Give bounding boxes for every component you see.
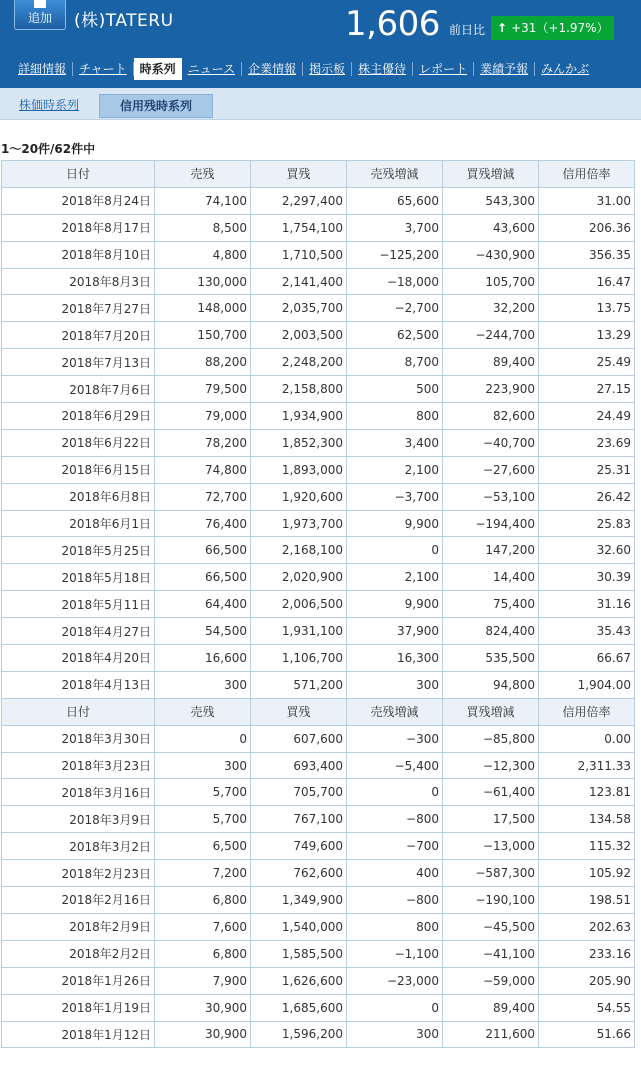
nav-shareholder-benefits[interactable]: 株主優待 [352, 62, 413, 76]
table-row [2, 241, 635, 268]
table-row [2, 349, 635, 376]
table-cell: 3,400 [347, 429, 443, 456]
table-cell: 400 [347, 860, 443, 887]
table-cell: −700 [347, 833, 443, 860]
result-count: 1〜20件/62件中 [1, 142, 96, 156]
table-cell: 5,700 [155, 779, 251, 806]
table-cell: 89,400 [443, 994, 539, 1021]
table-cell: 2018年3月16日 [2, 779, 155, 806]
table-row [2, 187, 635, 214]
table-cell: −45,500 [443, 913, 539, 940]
table-cell: 1,931,100 [251, 618, 347, 645]
table-cell: −12,300 [443, 752, 539, 779]
table-cell: 54.55 [539, 994, 635, 1021]
table-cell: 2,248,200 [251, 349, 347, 376]
table-cell: 2018年3月30日 [2, 725, 155, 752]
table-row [2, 887, 635, 914]
table-cell: 62,500 [347, 322, 443, 349]
table-cell: 32.60 [539, 537, 635, 564]
table-cell: 607,600 [251, 725, 347, 752]
table-cell: 205.90 [539, 967, 635, 994]
table-cell: 123.81 [539, 779, 635, 806]
table-cell: −27,600 [443, 456, 539, 483]
table-cell: 9,900 [347, 591, 443, 618]
table-cell: 800 [347, 403, 443, 430]
table-cell: 535,500 [443, 645, 539, 672]
table-cell: 356.35 [539, 241, 635, 268]
table-cell: 2018年4月27日 [2, 618, 155, 645]
table-cell: 2018年6月29日 [2, 403, 155, 430]
table-cell: 9,900 [347, 510, 443, 537]
table-cell: 64,400 [155, 591, 251, 618]
table-cell: 2,311.33 [539, 752, 635, 779]
table-cell: −1,100 [347, 940, 443, 967]
table-cell: 74,100 [155, 187, 251, 214]
table-cell: 2018年2月23日 [2, 860, 155, 887]
table-cell: 2018年4月13日 [2, 671, 155, 698]
table-cell: 66,500 [155, 564, 251, 591]
table-cell: 2018年3月9日 [2, 806, 155, 833]
table-cell: 2,100 [347, 456, 443, 483]
column-header: 売残 [155, 161, 251, 188]
table-cell: 2018年6月8日 [2, 483, 155, 510]
table-row [2, 295, 635, 322]
table-cell: 26.42 [539, 483, 635, 510]
table-row [2, 403, 635, 430]
table-cell: 2018年2月2日 [2, 940, 155, 967]
table-cell: 32,200 [443, 295, 539, 322]
table-header-row [2, 161, 635, 188]
stock-price: 1,606 [345, 4, 440, 44]
table-cell: −85,800 [443, 725, 539, 752]
table-row [2, 564, 635, 591]
table-cell: 150,700 [155, 322, 251, 349]
table-cell: 25.83 [539, 510, 635, 537]
table-cell: 2,035,700 [251, 295, 347, 322]
table-cell: 148,000 [155, 295, 251, 322]
table-cell: 74,800 [155, 456, 251, 483]
table-cell: 2018年7月13日 [2, 349, 155, 376]
table-cell: 2,100 [347, 564, 443, 591]
table-cell: −430,900 [443, 241, 539, 268]
table-cell: 16,600 [155, 645, 251, 672]
table-cell: 1,540,000 [251, 913, 347, 940]
table-cell: 1,106,700 [251, 645, 347, 672]
table-cell: 2018年7月6日 [2, 376, 155, 403]
table-cell: 2018年8月10日 [2, 241, 155, 268]
column-header: 売残増減 [347, 698, 443, 725]
table-cell: 25.31 [539, 456, 635, 483]
margin-table [1, 160, 635, 1048]
table-cell: −13,000 [443, 833, 539, 860]
table-row [2, 376, 635, 403]
nav-board[interactable]: 掲示板 [303, 62, 352, 76]
table-cell: 211,600 [443, 1021, 539, 1048]
table-cell: −125,200 [347, 241, 443, 268]
table-cell: 2018年1月19日 [2, 994, 155, 1021]
nav-timeseries[interactable]: 時系列 [134, 58, 182, 80]
table-row [2, 618, 635, 645]
table-cell: 134.58 [539, 806, 635, 833]
table-row [2, 779, 635, 806]
main-nav [12, 58, 595, 80]
table-row [2, 214, 635, 241]
table-cell: 23.69 [539, 429, 635, 456]
table-row [2, 967, 635, 994]
table-row [2, 1021, 635, 1048]
table-row [2, 645, 635, 672]
table-cell: 233.16 [539, 940, 635, 967]
table-row [2, 806, 635, 833]
table-cell: −190,100 [443, 887, 539, 914]
nav-earnings-forecast[interactable]: 業績予報 [474, 62, 535, 76]
column-header: 買残増減 [443, 698, 539, 725]
table-row [2, 322, 635, 349]
table-cell: 75,400 [443, 591, 539, 618]
table-cell: 2018年5月11日 [2, 591, 155, 618]
table-cell: 51.66 [539, 1021, 635, 1048]
table-cell: 300 [347, 671, 443, 698]
table-cell: 300 [347, 1021, 443, 1048]
table-cell: 2,020,900 [251, 564, 347, 591]
table-cell: 749,600 [251, 833, 347, 860]
table-cell: 66,500 [155, 537, 251, 564]
table-cell: 79,000 [155, 403, 251, 430]
table-cell: 105.92 [539, 860, 635, 887]
column-header: 買残増減 [443, 161, 539, 188]
table-cell: 76,400 [155, 510, 251, 537]
table-cell: 88,200 [155, 349, 251, 376]
table-cell: 2018年7月27日 [2, 295, 155, 322]
table-cell: 105,700 [443, 268, 539, 295]
table-cell: 1,754,100 [251, 214, 347, 241]
column-header: 売残増減 [347, 161, 443, 188]
table-cell: 824,400 [443, 618, 539, 645]
table-cell: −587,300 [443, 860, 539, 887]
table-cell: 37,900 [347, 618, 443, 645]
table-cell: 2,141,400 [251, 268, 347, 295]
table-cell: −800 [347, 806, 443, 833]
table-cell: 1,920,600 [251, 483, 347, 510]
table-cell: 130,000 [155, 268, 251, 295]
table-cell: 89,400 [443, 349, 539, 376]
table-cell: 2018年6月22日 [2, 429, 155, 456]
table-cell: 66.67 [539, 645, 635, 672]
prev-day-label: 前日比 [449, 23, 486, 37]
table-cell: −41,100 [443, 940, 539, 967]
table-row [2, 833, 635, 860]
table-cell: 2018年7月20日 [2, 322, 155, 349]
table-cell: 3,700 [347, 214, 443, 241]
table-row [2, 752, 635, 779]
table-cell: 7,600 [155, 913, 251, 940]
table-cell: 13.29 [539, 322, 635, 349]
table-cell: 8,700 [347, 349, 443, 376]
nav-chart[interactable]: チャート [73, 62, 134, 76]
table-cell: −18,000 [347, 268, 443, 295]
add-button[interactable] [14, 0, 66, 30]
table-cell: 72,700 [155, 483, 251, 510]
table-cell: 1,685,600 [251, 994, 347, 1021]
table-cell: 223,900 [443, 376, 539, 403]
table-cell: 13.75 [539, 295, 635, 322]
table-cell: 0 [347, 994, 443, 1021]
table-cell: 30,900 [155, 994, 251, 1021]
table-cell: 8,500 [155, 214, 251, 241]
table-cell: 2,003,500 [251, 322, 347, 349]
table-cell: 31.00 [539, 187, 635, 214]
table-cell: 30.39 [539, 564, 635, 591]
table-cell: 0 [347, 779, 443, 806]
table-row [2, 994, 635, 1021]
table-cell: 17,500 [443, 806, 539, 833]
table-cell: −5,400 [347, 752, 443, 779]
table-row [2, 725, 635, 752]
nav-news[interactable]: ニュース [182, 62, 242, 76]
table-cell: 1,596,200 [251, 1021, 347, 1048]
column-header: 売残 [155, 698, 251, 725]
table-cell: 202.63 [539, 913, 635, 940]
table-cell: 2,006,500 [251, 591, 347, 618]
nav-minkabu[interactable]: みんかぶ [541, 62, 590, 76]
table-row [2, 913, 635, 940]
table-cell: 2,168,100 [251, 537, 347, 564]
table-cell: −2,700 [347, 295, 443, 322]
table-cell: 24.49 [539, 403, 635, 430]
table-cell: 1,852,300 [251, 429, 347, 456]
table-cell: 2018年1月12日 [2, 1021, 155, 1048]
table-cell: 2,158,800 [251, 376, 347, 403]
table-cell: 54,500 [155, 618, 251, 645]
table-row [2, 860, 635, 887]
arrow-up-icon: ↑ [497, 21, 508, 35]
table-cell: −61,400 [443, 779, 539, 806]
table-cell: 30,900 [155, 1021, 251, 1048]
table-cell: 2018年6月15日 [2, 456, 155, 483]
table-cell: 5,700 [155, 806, 251, 833]
table-row [2, 671, 635, 698]
table-cell: 16.47 [539, 268, 635, 295]
table-cell: 2018年4月20日 [2, 645, 155, 672]
table-cell: 6,500 [155, 833, 251, 860]
subtab-bar [0, 88, 641, 120]
table-cell: −244,700 [443, 322, 539, 349]
nav-reports[interactable]: レポート [413, 62, 474, 76]
column-header: 日付 [2, 161, 155, 188]
table-cell: −3,700 [347, 483, 443, 510]
table-cell: 1,626,600 [251, 967, 347, 994]
table-cell: 2018年8月24日 [2, 187, 155, 214]
table-row [2, 537, 635, 564]
table-cell: 43,600 [443, 214, 539, 241]
table-cell: 1,893,000 [251, 456, 347, 483]
add-button-label: 追加 [27, 11, 52, 25]
table-cell: 500 [347, 376, 443, 403]
table-cell: −23,000 [347, 967, 443, 994]
table-cell: 2,297,400 [251, 187, 347, 214]
table-cell: 65,600 [347, 187, 443, 214]
header [0, 0, 641, 88]
table-cell: 705,700 [251, 779, 347, 806]
nav-details[interactable]: 詳細情報 [12, 62, 73, 76]
table-cell: 800 [347, 913, 443, 940]
table-cell: 16,300 [347, 645, 443, 672]
table-row [2, 483, 635, 510]
table-cell: 14,400 [443, 564, 539, 591]
table-row [2, 268, 635, 295]
price-change-badge [491, 16, 614, 40]
table-cell: 2018年8月3日 [2, 268, 155, 295]
table-cell: 115.32 [539, 833, 635, 860]
table-cell: 35.43 [539, 618, 635, 645]
column-header: 買残 [251, 161, 347, 188]
table-cell: 94,800 [443, 671, 539, 698]
table-cell: 79,500 [155, 376, 251, 403]
table-cell: 206.36 [539, 214, 635, 241]
table-cell: −53,100 [443, 483, 539, 510]
column-header: 信用倍率 [539, 161, 635, 188]
table-row [2, 510, 635, 537]
table-row [2, 456, 635, 483]
column-header: 買残 [251, 698, 347, 725]
table-cell: 1,934,900 [251, 403, 347, 430]
table-cell: 2018年8月17日 [2, 214, 155, 241]
table-row [2, 429, 635, 456]
table-cell: 1,585,500 [251, 940, 347, 967]
table-cell: 0 [155, 725, 251, 752]
table-header-row [2, 698, 635, 725]
table-cell: 693,400 [251, 752, 347, 779]
tab-margin-timeseries[interactable]: 信用残時系列 [99, 94, 213, 118]
table-row [2, 940, 635, 967]
table-cell: 1,710,500 [251, 241, 347, 268]
table-cell: 300 [155, 671, 251, 698]
table-cell: 78,200 [155, 429, 251, 456]
table-cell: 2018年6月1日 [2, 510, 155, 537]
table-cell: 2018年1月26日 [2, 967, 155, 994]
table-cell: 1,349,900 [251, 887, 347, 914]
table-cell: 767,100 [251, 806, 347, 833]
table-cell: 7,900 [155, 967, 251, 994]
table-cell: 147,200 [443, 537, 539, 564]
price-change: +31（+1.97%） [511, 21, 609, 35]
column-header: 信用倍率 [539, 698, 635, 725]
table-cell: 1,973,700 [251, 510, 347, 537]
tab-price-timeseries[interactable]: 株価時系列 [19, 98, 80, 112]
table-cell: 0.00 [539, 725, 635, 752]
table-cell: 571,200 [251, 671, 347, 698]
table-cell: 82,600 [443, 403, 539, 430]
table-cell: 762,600 [251, 860, 347, 887]
table-cell: 25.49 [539, 349, 635, 376]
table-cell: −194,400 [443, 510, 539, 537]
company-name: (株)TATERU [74, 11, 174, 31]
table-cell: 6,800 [155, 940, 251, 967]
table-cell: 0 [347, 537, 443, 564]
table-cell: 27.15 [539, 376, 635, 403]
table-cell: −59,000 [443, 967, 539, 994]
table-cell: 31.16 [539, 591, 635, 618]
table-cell: 7,200 [155, 860, 251, 887]
table-cell: 4,800 [155, 241, 251, 268]
table-cell: 2018年5月18日 [2, 564, 155, 591]
nav-company-info[interactable]: 企業情報 [242, 62, 303, 76]
table-cell: 2018年2月16日 [2, 887, 155, 914]
column-header: 日付 [2, 698, 155, 725]
table-cell: 198.51 [539, 887, 635, 914]
table-cell: 6,800 [155, 887, 251, 914]
table-cell: 2018年3月23日 [2, 752, 155, 779]
table-cell: 2018年5月25日 [2, 537, 155, 564]
table-cell: 2018年2月9日 [2, 913, 155, 940]
table-cell: 2018年3月2日 [2, 833, 155, 860]
plus-icon [34, 0, 46, 8]
table-cell: 1,904.00 [539, 671, 635, 698]
table-cell: −300 [347, 725, 443, 752]
table-row [2, 591, 635, 618]
table-cell: 543,300 [443, 187, 539, 214]
table-cell: −800 [347, 887, 443, 914]
table-cell: −40,700 [443, 429, 539, 456]
table-cell: 300 [155, 752, 251, 779]
